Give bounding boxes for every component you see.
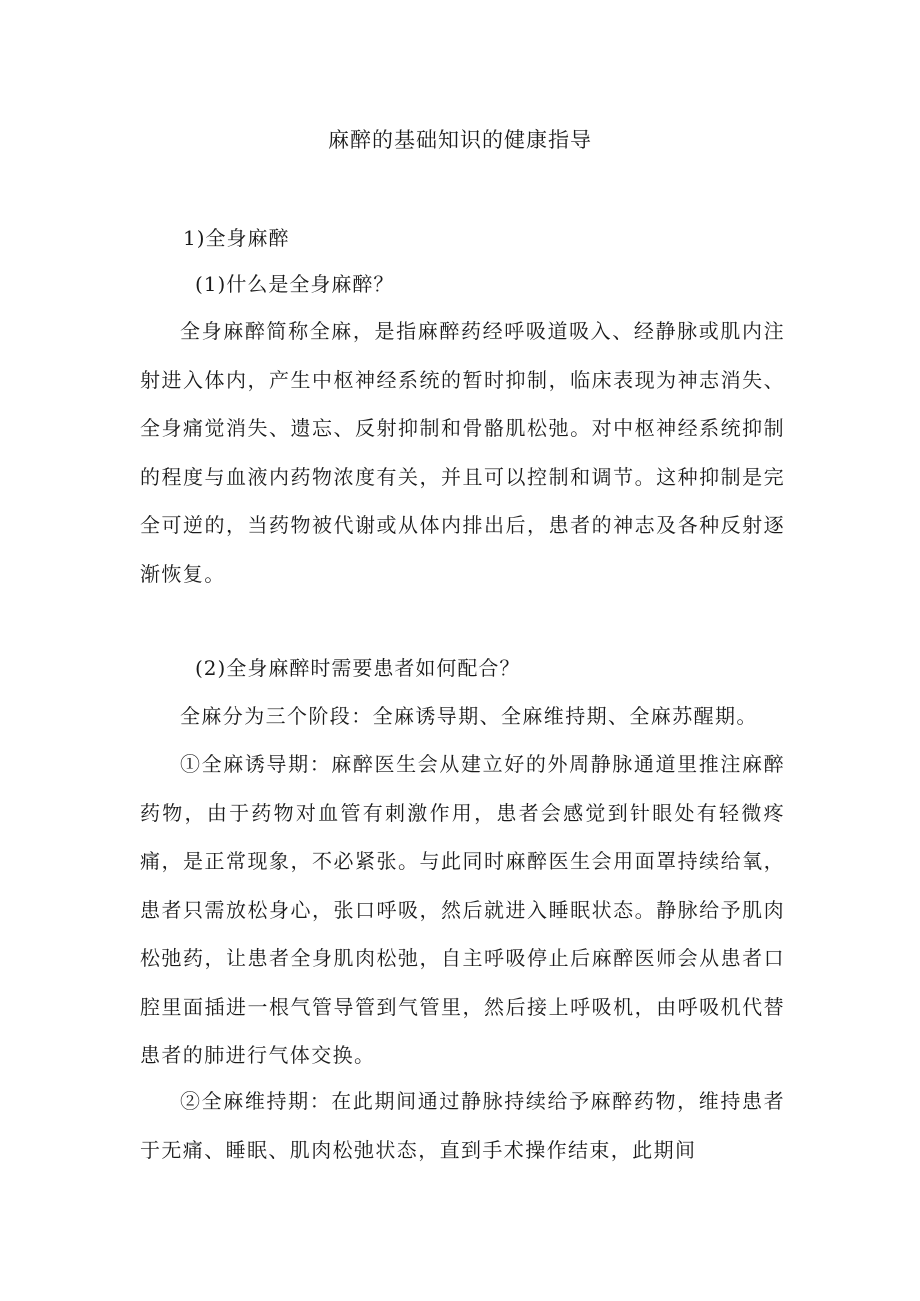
paragraph-definition: 全身麻醉简称全麻，是指麻醉药经呼吸道吸入、经静脉或肌内注射进入体内，产生中枢神经系统的暂时抑制，临床表现为神志消失、全身痛觉消失、遗忘、反射抑制和骨骼肌松弛。对中枢神经系统抑制的程度与血液内药物浓度有关，并且可以控制和调节。这种抑制是完全可逆的，当药物被代谢或从体内排出后，患者的神志及各种反射逐渐恢复。 [140, 319, 785, 586]
section-heading-general-anesthesia: 1)全身麻醉 [183, 226, 290, 250]
question-heading-what-is: (1)什么是全身麻醉？ [195, 272, 395, 296]
paragraph-induction-stage: ①全麻诱导期：麻醉医生会从建立好的外周静脉通道里推注麻醉药物，由于药物对血管有刺激作用，患者会感觉到针眼处有轻微疼痛，是正常现象，不必紧张。与此同时麻醉医生会用面罩持续给氧，患者只需放松身心，张口呼吸，然后就进入睡眠状态。静脉给予肌肉松弛药，让患者全身肌肉松弛，自主呼吸停止后麻醉医师会从患者口腔里面插进一根气管导管到气管里，然后接上呼吸机，由呼吸机代替患者的肺进行气体交换。 [140, 752, 785, 1067]
paragraph-stages-intro: 全麻分为三个阶段：全麻诱导期、全麻维持期、全麻苏醒期。 [180, 704, 758, 728]
paragraph-maintenance-stage: ②全麻维持期：在此期间通过静脉持续给予麻醉药物，维持患者于无痛、睡眠、肌肉松弛状态，直到手术操作结束，此期间 [140, 1089, 785, 1162]
question-heading-cooperation: (2)全身麻醉时需要患者如何配合？ [195, 656, 521, 680]
page-title: 麻醉的基础知识的健康指导 [328, 128, 592, 152]
